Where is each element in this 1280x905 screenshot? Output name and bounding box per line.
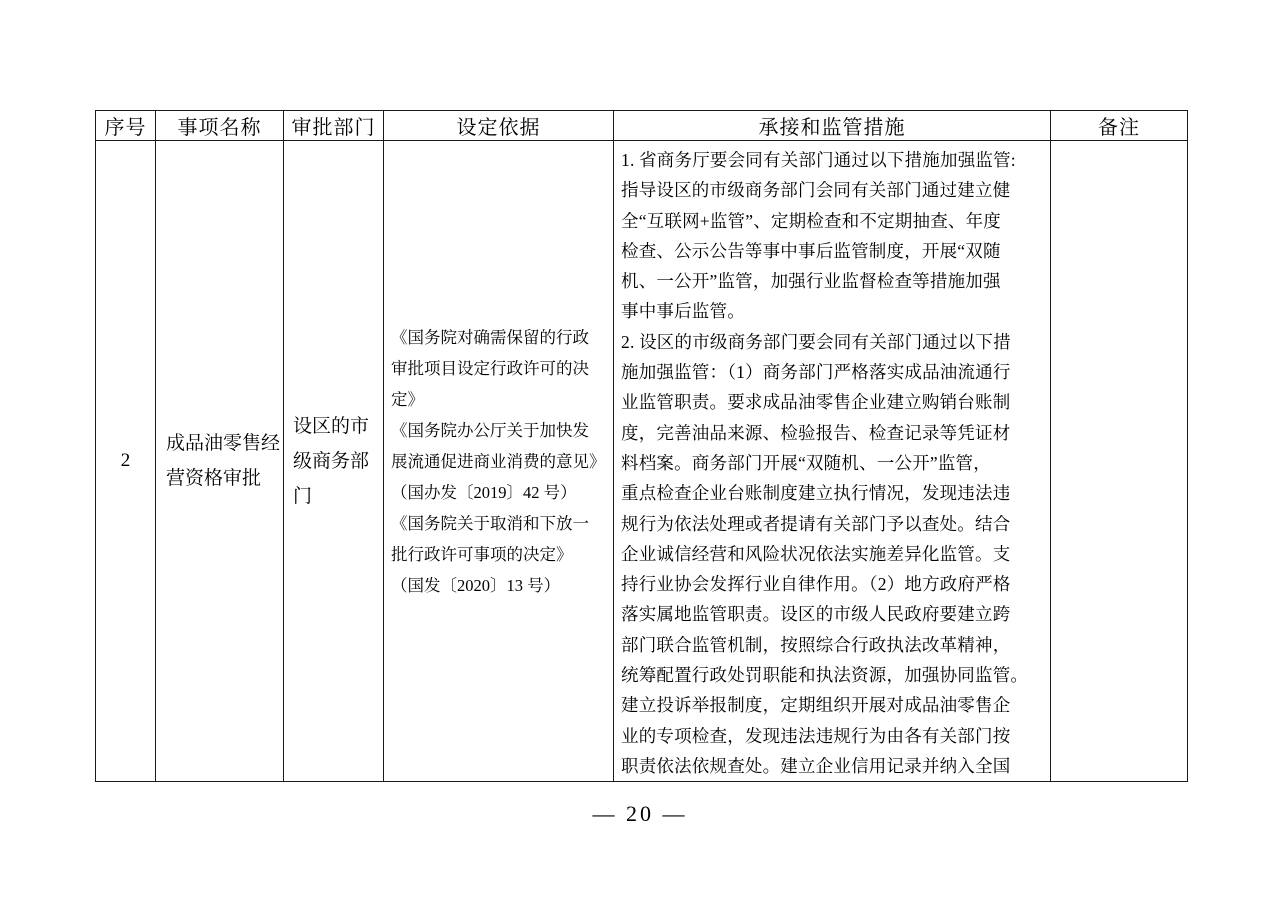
col-header-approval-dept: 审批部门: [284, 111, 384, 141]
approval-items-table: [95, 110, 1188, 782]
text-line: 审批项目设定行政许可的决: [391, 358, 589, 378]
measures-text: [614, 141, 1050, 781]
text-line: 部门联合监管机制，按照综合行政执法改革精神，: [621, 634, 1011, 655]
text-line: 指导设区的市级商务部门会同有关部门通过建立健: [621, 180, 1011, 201]
text-line: 机、一公开”监管，加强行业监督检查等措施加强: [621, 271, 1001, 292]
text-line: 规行为依法处理或者提请有关部门予以查处。结合: [621, 513, 1011, 534]
text-line: 重点检查企业台账制度建立执行情况，发现违法违: [621, 483, 1011, 504]
text-line: 落实属地监管职责。设区的市级人民政府要建立跨: [621, 604, 1011, 625]
text-line: （国办发〔2019〕42 号）: [391, 482, 577, 502]
table-row: [96, 141, 1188, 782]
text-line: 事中事后监管。: [621, 301, 745, 322]
col-header-remarks: 备注: [1051, 111, 1188, 141]
legal-basis-text: [384, 322, 613, 601]
cell-legal-basis: [384, 141, 614, 782]
text-line: 度，完善油品来源、检验报告、检查记录等凭证材: [621, 422, 1011, 443]
text-line: 职责依法依规查处。建立企业信用记录并纳入全国: [621, 755, 1011, 776]
cell-measures: [614, 141, 1051, 782]
cell-seq: 2: [96, 141, 156, 782]
cell-approval-dept: [284, 141, 384, 782]
approval-dept-text: 设区的市级商务部门: [293, 415, 370, 507]
text-line: 2. 设区的市级商务部门要会同有关部门通过以下措: [621, 331, 1011, 352]
text-line: 《国务院对确需保留的行政: [391, 327, 589, 347]
text-line: 建立投诉举报制度，定期组织开展对成品油零售企: [621, 695, 1011, 716]
cell-remarks: [1051, 141, 1188, 782]
text-line: 统筹配置行政处罚职能和执法资源，加强协同监管。: [621, 665, 1029, 686]
col-header-item-name: 事项名称: [156, 111, 284, 141]
text-line: 检查、公示公告等事中事后监管制度，开展“双随: [621, 240, 1001, 261]
text-line: 《国务院办公厅关于加快发: [391, 420, 589, 440]
text-line: 持行业协会发挥行业自律作用。（2）地方政府严格: [621, 574, 1011, 595]
text-line: 业监管职责。要求成品油零售企业建立购销台账制: [621, 392, 1011, 413]
text-line: （国发〔2020〕13 号）: [391, 575, 561, 595]
text-line: 1. 省商务厅要会同有关部门通过以下措施加强监管:: [621, 150, 1016, 170]
cell-item-name: [156, 141, 284, 782]
item-name-text: 成品油零售经营资格审批: [166, 433, 281, 490]
col-header-measures: 承接和监管措施: [614, 111, 1051, 141]
text-line: 批行政许可事项的决定》: [391, 544, 573, 564]
text-line: 施加强监管：（1）商务部门严格落实成品油流通行: [621, 362, 1011, 383]
text-line: 全“互联网+监管”、定期检查和不定期抽查、年度: [621, 210, 1002, 231]
text-line: 企业诚信经营和风险状况依法实施差异化监管。支: [621, 543, 1011, 564]
text-line: 业的专项检查，发现违法违规行为由各有关部门按: [621, 725, 1011, 746]
text-line: 料档案。商务部门开展“双随机、一公开”监管，: [621, 452, 991, 473]
col-header-legal-basis: 设定依据: [384, 111, 614, 141]
table-header-row: [96, 111, 1188, 141]
col-header-seq: 序号: [96, 111, 156, 141]
text-line: 展流通促进商业消费的意见》: [391, 451, 606, 471]
text-line: 定》: [391, 389, 424, 409]
page-number: — 20 —: [592, 801, 688, 826]
text-line: 《国务院关于取消和下放一: [391, 513, 589, 533]
